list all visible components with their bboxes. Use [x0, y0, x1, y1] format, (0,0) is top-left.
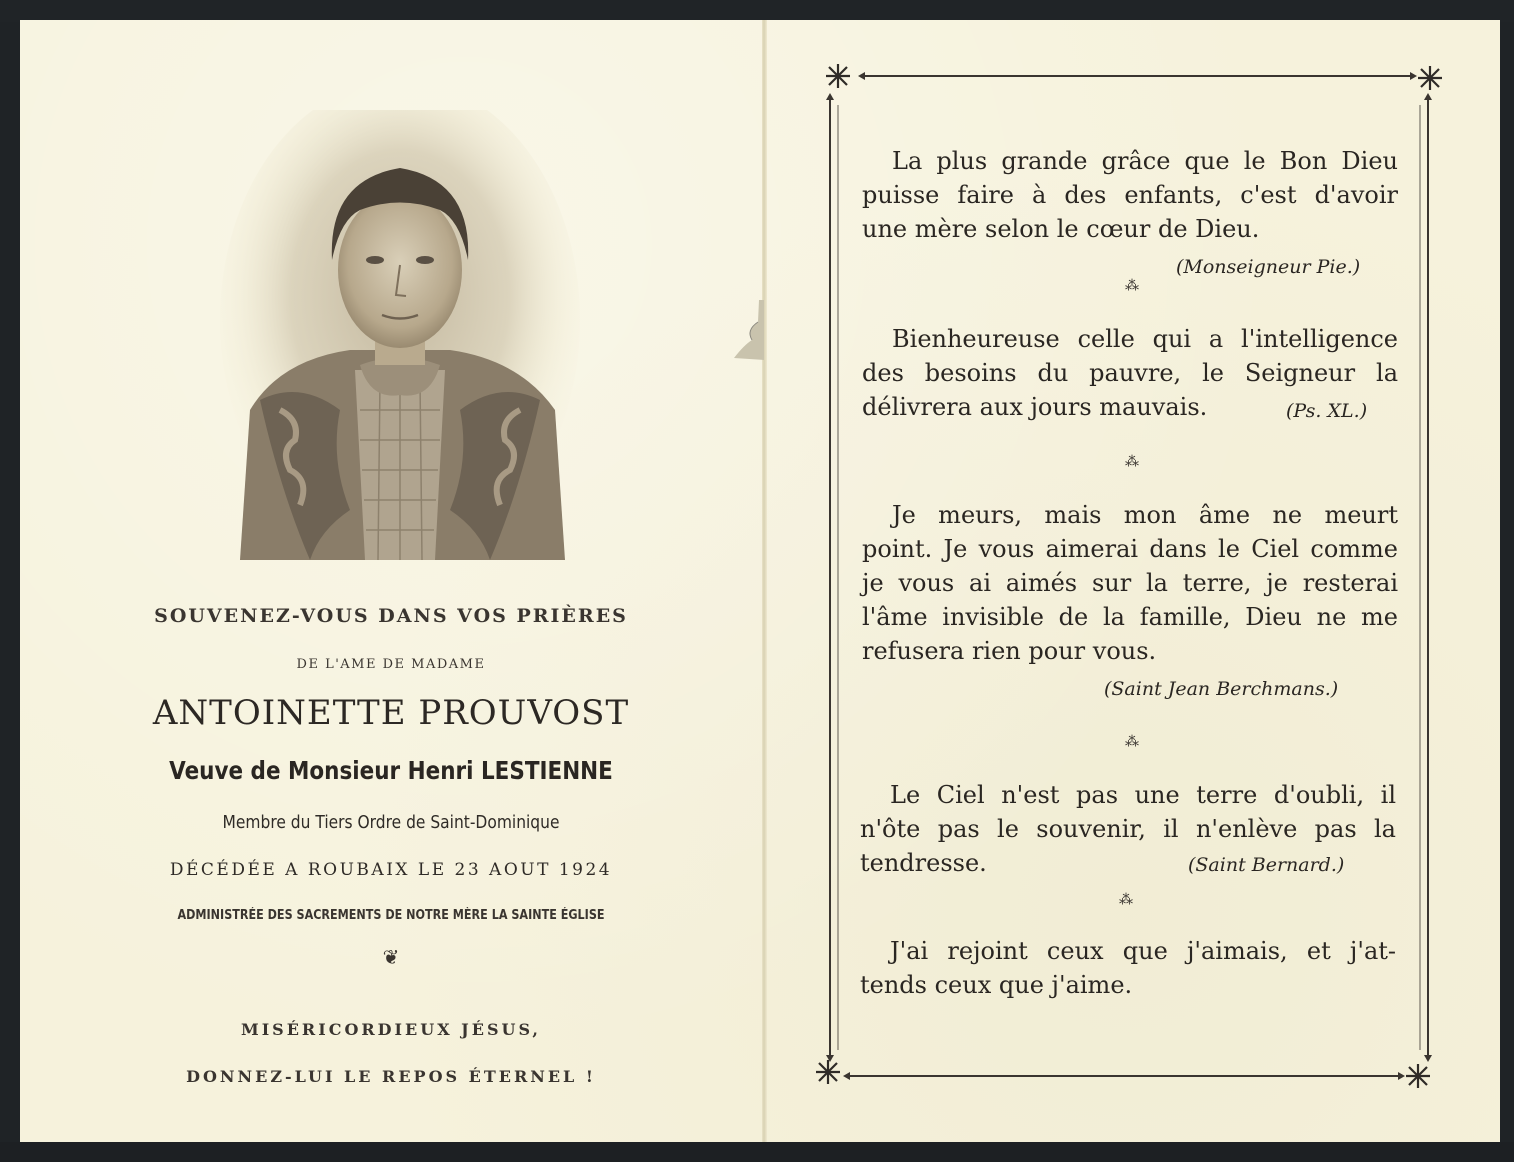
- sacraments-line: ADMINISTRÉE DES SACREMENTS DE NOTRE MÈRE LA SAINTE ÉGLISE: [177, 908, 605, 923]
- scan-background-top: [0, 0, 1514, 22]
- deceased-name: ANTOINETTE PROUVOST: [152, 693, 630, 733]
- membership-line: Membre du Tiers Ordre de Saint-Dominique: [222, 812, 560, 833]
- separator-ornament: ⁂: [1119, 892, 1133, 908]
- separator-ornament: ⁂: [1125, 734, 1139, 750]
- prayer-line-1: MISÉRICORDIEUX JÉSUS,: [240, 1020, 541, 1039]
- quote-3-line-2: point. Je vous aimerai dans le Ciel comme: [862, 535, 1398, 563]
- quote-3-line-3: je vous ai aimés sur la terre, je resterai: [862, 569, 1398, 597]
- separator-ornament: ⁂: [1125, 454, 1139, 470]
- remember-heading: SOUVENEZ-VOUS DANS VOS PRIÈRES: [154, 605, 628, 627]
- quote-3-line-5: refusera rien pour vous.: [862, 637, 1157, 665]
- quote-1-line-1: La plus grande grâce que le Bon Dieu: [892, 147, 1398, 175]
- quote-2-line-1: Bienheureuse celle qui a l'intelligence: [892, 325, 1398, 353]
- quote-4-line-2: n'ôte pas le souvenir, il n'enlève pas la: [860, 815, 1396, 843]
- quote-3-line-4: l'âme invisible de la famille, Dieu ne me: [862, 603, 1398, 631]
- scan-background-bottom: [0, 1142, 1514, 1162]
- quote-4-attribution: (Saint Bernard.): [1188, 854, 1345, 876]
- quote-2-line-2: des besoins du pauvre, le Seigneur la: [862, 359, 1398, 387]
- quote-1-line-3: une mère selon le cœur de Dieu.: [862, 215, 1260, 243]
- quote-1-attribution: (Monseigneur Pie.): [1176, 256, 1361, 278]
- death-date-line: DÉCÉDÉE A ROUBAIX LE 23 AOUT 1924: [169, 860, 613, 880]
- separator-ornament: ⁂: [1125, 278, 1139, 294]
- quote-5-line-2: tends ceux que j'aime.: [860, 971, 1133, 999]
- quote-4-line-1: Le Ciel n'est pas une terre d'oubli, il: [890, 781, 1396, 809]
- quote-3-attribution: (Saint Jean Berchmans.): [1104, 678, 1339, 700]
- quote-3-line-1: Je meurs, mais mon âme ne meurt: [892, 501, 1398, 529]
- widow-line: Veuve de Monsieur Henri LESTIENNE: [169, 756, 613, 785]
- soul-of-madame: DE L'AME DE MADAME: [296, 657, 486, 672]
- quote-2-line-3: délivrera aux jours mauvais.: [862, 393, 1208, 421]
- quote-3: [862, 498, 1398, 668]
- fleuron-ornament: ❦: [382, 945, 400, 969]
- quote-5-line-1: J'ai rejoint ceux que j'aimais, et j'at-: [890, 937, 1396, 965]
- quote-1: [862, 144, 1398, 246]
- quote-5: [860, 934, 1396, 1002]
- prayer-line-2: DONNEZ-LUI LE REPOS ÉTERNEL !: [186, 1067, 596, 1086]
- quote-1-line-2: puisse faire à des enfants, c'est d'avoir: [862, 181, 1398, 209]
- quote-4-line-3: tendresse.: [860, 849, 987, 877]
- memorial-card: [20, 20, 1500, 1142]
- quote-2-attribution: (Ps. XL.): [1286, 400, 1368, 422]
